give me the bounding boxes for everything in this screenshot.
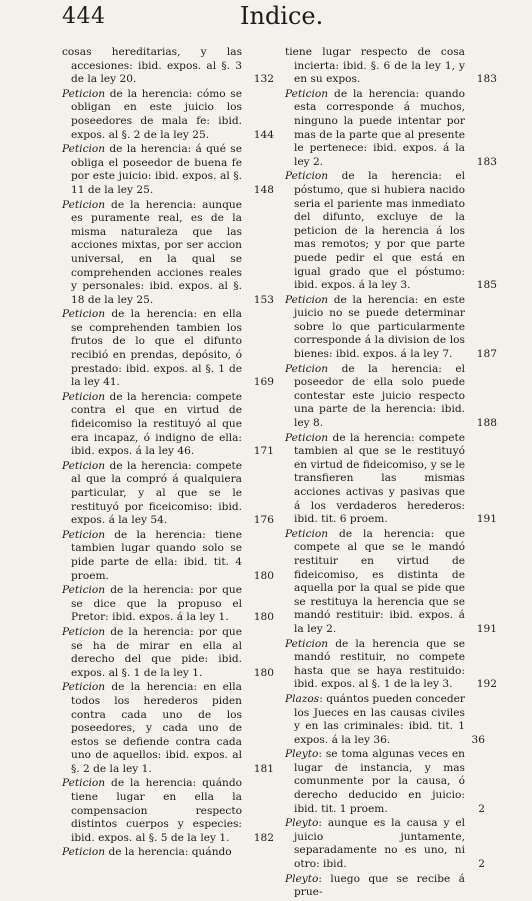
- entry-keyword: Pleyto: [285, 872, 319, 885]
- entry-keyword: Peticion: [285, 293, 329, 306]
- index-entry: [285, 170, 497, 292]
- page-reference: 180: [253, 666, 274, 679]
- index-entry: [62, 143, 274, 197]
- index-entry: [285, 637, 497, 692]
- index-entry: [285, 527, 497, 637]
- entry-text: [62, 777, 242, 845]
- entry-body: de la herencia: cómo se obligan en este juicio los poseedores de mala fe: ibid. expos. al §. 2 de la ley 25.: [71, 87, 242, 141]
- entry-text: [285, 294, 465, 362]
- entry-text: [62, 584, 242, 625]
- entry-text: [62, 681, 242, 776]
- index-entry: [285, 817, 485, 871]
- index-entry: [285, 748, 485, 816]
- index-entry: [62, 46, 274, 87]
- entry-keyword: Peticion: [62, 143, 106, 156]
- entry-text: [62, 529, 242, 583]
- entry-keyword: Peticion: [62, 625, 106, 638]
- entry-keyword: Peticion: [62, 777, 106, 790]
- entry-text: [285, 170, 465, 292]
- entry-keyword: Peticion: [285, 87, 329, 100]
- index-entry: [285, 46, 497, 87]
- entry-text: [285, 432, 465, 527]
- page-reference: 2: [478, 858, 485, 871]
- entry-body: de la herencia: compete contra el que en virtud de fideicomiso la restituyó al que era incapaz, ó indigno de ella: ibid. expos. á la ley 46.: [71, 390, 242, 458]
- entry-body: de la herencia: quándo tiene lugar en ella la compensacion respecto distintos cuerpos y especies: ibid. expos. al §. 5 de la ley 1.: [71, 777, 242, 844]
- entry-text: [62, 626, 242, 680]
- entry-body: de la herencia: aunque es puramente real, es de la misma naturaleza que las acciones mixtas, por ser accion universal, en la qual se comprehenden acciones reales y personales: ibid. expos. al §. 18 de la ley 25.: [71, 198, 242, 306]
- entry-text: [285, 693, 465, 747]
- page-reference: 148: [253, 183, 274, 196]
- entry-keyword: Peticion: [285, 527, 329, 540]
- entry-body: de la herencia: en ella se comprehenden tambien los frutos de lo que el difunto recibió en prendas, depósito, ó prestado: ibid. expos. al §. 1 de la ley 41.: [71, 308, 242, 389]
- page-number: 444: [62, 4, 106, 29]
- running-head-title: Indice.: [240, 2, 324, 30]
- entry-keyword: Peticion: [62, 846, 106, 859]
- entry-keyword: Plazos: [285, 692, 320, 705]
- entry-text: [62, 199, 242, 308]
- page-reference: 169: [253, 376, 274, 389]
- entry-keyword: Peticion: [62, 198, 106, 211]
- page-reference: 185: [476, 279, 497, 292]
- entry-text: [285, 528, 465, 637]
- entry-text: [62, 88, 242, 142]
- entry-body: de la herencia: compete al que la compró á qualquiera particular, y al que se le restituyó por ficeicomiso: ibid. expos. á la ley 54.: [71, 459, 242, 527]
- index-entry: [62, 198, 274, 308]
- page-reference: 183: [476, 73, 497, 86]
- entry-keyword: Peticion: [285, 431, 329, 444]
- page-reference: 153: [253, 293, 274, 306]
- page-reference: 192: [476, 678, 497, 691]
- index-entry: [62, 625, 274, 680]
- page-reference: 2: [478, 802, 485, 815]
- page-reference: 181: [253, 762, 274, 775]
- index-entry: [62, 390, 274, 459]
- entry-body: de la herencia: quándo: [105, 846, 232, 859]
- index-entry: [62, 681, 274, 776]
- entry-keyword: Peticion: [62, 87, 106, 100]
- entry-body: de la herencia: que compete al que se le mandó restituir en virtud de fideicomiso, es distinta de aquella por la qual se pide que se restituya la herencia que se mandó restituir: ibid. expos. á la ley 2.: [294, 527, 465, 635]
- entry-body: de la herencia: el póstumo, que si hubiera nacido seria el pariente mas inmediato del difunto, excluye de la peticion de la herencia á los mas remotos; y por que parte puede pedir el que está en igual grado que el póstumo: ibid. expos. á la ley 3.: [294, 170, 465, 292]
- page-reference: 144: [253, 128, 274, 141]
- page-reference: 180: [253, 569, 274, 582]
- entry-body: : quántos pueden conceder los Jueces en las causas civiles y en las criminales: ibid. tit. 1 expos. á la ley 36.: [294, 692, 465, 746]
- entry-text: [62, 46, 242, 87]
- entry-body: de la herencia: por que se ha de mirar en ella al derecho del que pide: ibid. expos. al §. 1 de la ley 1.: [71, 625, 242, 679]
- entry-keyword: Peticion: [285, 362, 329, 375]
- page-reference: 191: [476, 622, 497, 635]
- index-entry: [62, 308, 274, 390]
- index-entry: [62, 528, 274, 583]
- index-entry: [62, 777, 274, 845]
- entry-keyword: Peticion: [285, 170, 329, 183]
- entry-text: [62, 143, 242, 197]
- index-entry: [62, 584, 274, 625]
- entry-keyword: Peticion: [62, 528, 106, 541]
- page-reference: 188: [476, 417, 497, 430]
- entry-text: [285, 873, 465, 900]
- index-entry: [285, 362, 497, 431]
- entry-body: de la herencia que se mandó restituir, no compete hasta que se haya restituido: ibid. expos. al §. 1 de la ley 3.: [294, 637, 465, 691]
- entry-text: [62, 391, 242, 459]
- index-entry: [285, 873, 465, 900]
- entry-text: [285, 88, 465, 170]
- entry-text: [285, 817, 465, 871]
- index-entry: [285, 431, 497, 527]
- entry-body: de la herencia: el poseedor de ella solo puede contestar este juicio respecto una parte de la herencia: ibid. ley 8.: [294, 362, 465, 430]
- page-reference: 183: [476, 155, 497, 168]
- entry-text: [62, 308, 242, 390]
- page-reference: 132: [253, 73, 274, 86]
- page-reference: 187: [476, 348, 497, 361]
- page-reference: 180: [253, 611, 274, 624]
- entry-keyword: Peticion: [62, 308, 106, 321]
- entry-text: [285, 638, 465, 692]
- entry-body: cosas hereditarias, y las accesiones: ibid. expos. al §. 3 de la ley 20.: [62, 46, 242, 86]
- index-entry: [285, 293, 497, 362]
- entry-body: tiene lugar respecto de cosa incierta: ibid. §. 6 de la ley 1, y en su expos.: [285, 46, 465, 86]
- entry-body: : se toma algunas veces en lugar de instancia, y mas comunmente por la causa, ó derecho deducido en juicio: ibid. tit. 1 proem.: [294, 748, 465, 815]
- entry-body: de la herencia: por que se dice que la propuso el Pretor: ibid. expos. á la ley 1.: [71, 584, 242, 624]
- entry-body: : luego que se recibe á prue-: [294, 872, 465, 899]
- entry-text: [285, 46, 465, 87]
- index-column-right: [285, 46, 497, 901]
- index-entry: [285, 87, 497, 170]
- entry-body: de la herencia: á qué se obliga el poseedor de buena fe por este juicio: ibid. expos. al §. 11 de la ley 25.: [71, 143, 242, 196]
- page-reference: 182: [253, 831, 274, 844]
- page-reference: 171: [253, 445, 274, 458]
- page-reference: 36: [471, 733, 485, 746]
- entry-keyword: Pleyto: [285, 817, 319, 830]
- entry-body: de la herencia: quando esta corresponde á muchos, ninguno la puede intentar por mas de la parte que al presente le pertenece: ibid. expos. á la ley 2.: [294, 87, 465, 168]
- entry-keyword: Peticion: [285, 637, 329, 650]
- entry-body: : aunque es la causa y el juicio juntamente, separadamente no es uno, ni otro: ibid.: [294, 817, 465, 871]
- index-entry: [285, 692, 485, 747]
- entry-body: de la herencia: compete tambien al que se le restituyó en virtud de fideicomiso, y se le transfieren las mismas acciones activas y pasivas que á los verdaderos herederos: ibid. tit. 6 proem.: [294, 431, 465, 526]
- page-reference: 191: [476, 513, 497, 526]
- entry-text: [62, 846, 242, 860]
- page-reference: 176: [253, 514, 274, 527]
- index-column-left: [62, 46, 274, 861]
- entry-keyword: Peticion: [62, 681, 106, 694]
- entry-body: de la herencia: en ella todos los herederos piden contra cada uno de los poseedores, y cada uno de estos se defiende contra cada uno de aquellos: ibid. expos. al §. 2 de la ley 1.: [71, 681, 242, 775]
- index-entry: [62, 846, 242, 860]
- entry-keyword: Peticion: [62, 459, 106, 472]
- entry-text: [285, 363, 465, 431]
- entry-keyword: Peticion: [62, 390, 106, 403]
- entry-keyword: Peticion: [62, 584, 106, 597]
- entry-keyword: Pleyto: [285, 748, 319, 761]
- entry-text: [285, 748, 465, 816]
- index-entry: [62, 87, 274, 142]
- entry-body: de la herencia: en este juicio no se puede determinar sobre lo que particularmente corresponde á la division de los bienes: ibid. expos. á la ley 7.: [294, 293, 465, 361]
- entry-text: [62, 460, 242, 528]
- entry-body: de la herencia: tiene tambien lugar quando solo se pide parte de ella: ibid. tit. 4 proem.: [71, 528, 242, 582]
- index-entry: [62, 459, 274, 528]
